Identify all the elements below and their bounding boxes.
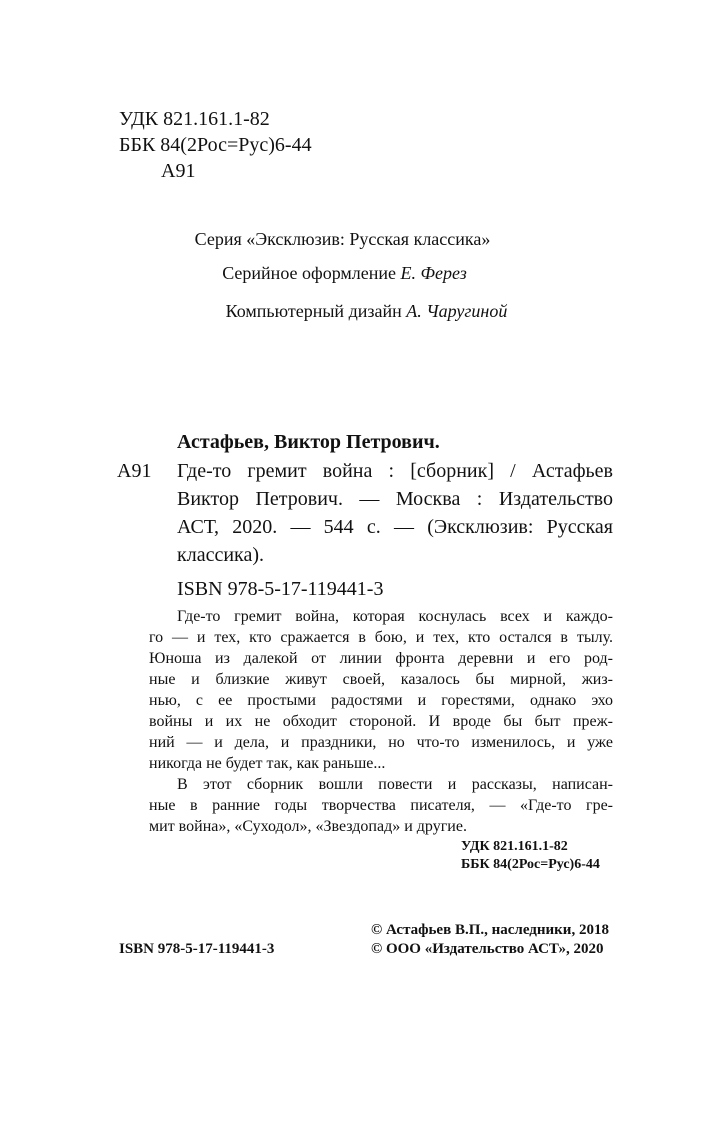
computer-design-name: А. Чаругиной [406, 301, 508, 321]
cover-design-credit [0, 261, 699, 285]
cover-design-name: Е. Ферез [400, 263, 467, 283]
annotation-line: никогда не будет так, как раньше... [149, 755, 386, 772]
bbk-code-bottom: ББК 84(2Рос=Рус)6-44 [461, 857, 600, 872]
record-author-mark: А91 [117, 460, 152, 482]
author-mark-top: А91 [161, 160, 196, 182]
annotation-line: нью, с ее простыми радостями и горестями, однако эхо [149, 692, 613, 709]
annotation-line: мит война», «Суходол», «Звездопад» и другие. [149, 818, 467, 835]
record-line: классика). [177, 544, 264, 566]
copyright-author: © Астафьев В.П., наследники, 2018 [371, 922, 609, 938]
bbk-code-top: ББК 84(2Рос=Рус)6-44 [119, 134, 312, 156]
annotation-line: го — и тех, кто сражается в бою, и тех, кто остался в тылу. [149, 629, 613, 646]
cover-design-label: Серийное оформление [222, 263, 397, 283]
series-title: Серия «Эксклюзив: Русская классика» [194, 229, 491, 249]
copyright-publisher: © ООО «Издательство АСТ», 2020 [371, 941, 604, 957]
record-line: АСТ, 2020. — 544 с. — (Эксклюзив: Русская [177, 516, 613, 538]
computer-design-credit [12, 299, 709, 323]
annotation-line: ные и близкие живут своей, казалось бы мирной, жиз- [149, 671, 613, 688]
record-isbn: ISBN 978-5-17-119441-3 [177, 578, 384, 600]
annotation-line: Юноша из далекой от линии фронта деревни и его род- [149, 650, 613, 667]
record-line: Виктор Петрович. — Москва : Издательство [177, 488, 613, 510]
footer-isbn: ISBN 978-5-17-119441-3 [119, 941, 275, 957]
annotation-line: Где-то гремит война, которая коснулась всех и каждо- [177, 608, 613, 625]
record-line: Где-то гремит война : [сборник] / Астафьев [177, 460, 613, 482]
annotation-line: В этот сборник вошли повести и рассказы, написан- [177, 776, 613, 793]
udk-code-bottom: УДК 821.161.1-82 [461, 839, 568, 854]
udk-code-top: УДК 821.161.1-82 [119, 108, 270, 130]
annotation-line: войны и их не обходит стороной. И вроде бы быт преж- [149, 713, 613, 730]
annotation-line: ные в ранние годы творчества писателя, — «Где-то гре- [149, 797, 613, 814]
annotation-line: ний — и дела, и праздники, но что-то изменилось, и уже [149, 734, 613, 751]
record-author: Астафьев, Виктор Петрович. [177, 431, 440, 453]
computer-design-label: Компьютерный дизайн [225, 301, 402, 321]
